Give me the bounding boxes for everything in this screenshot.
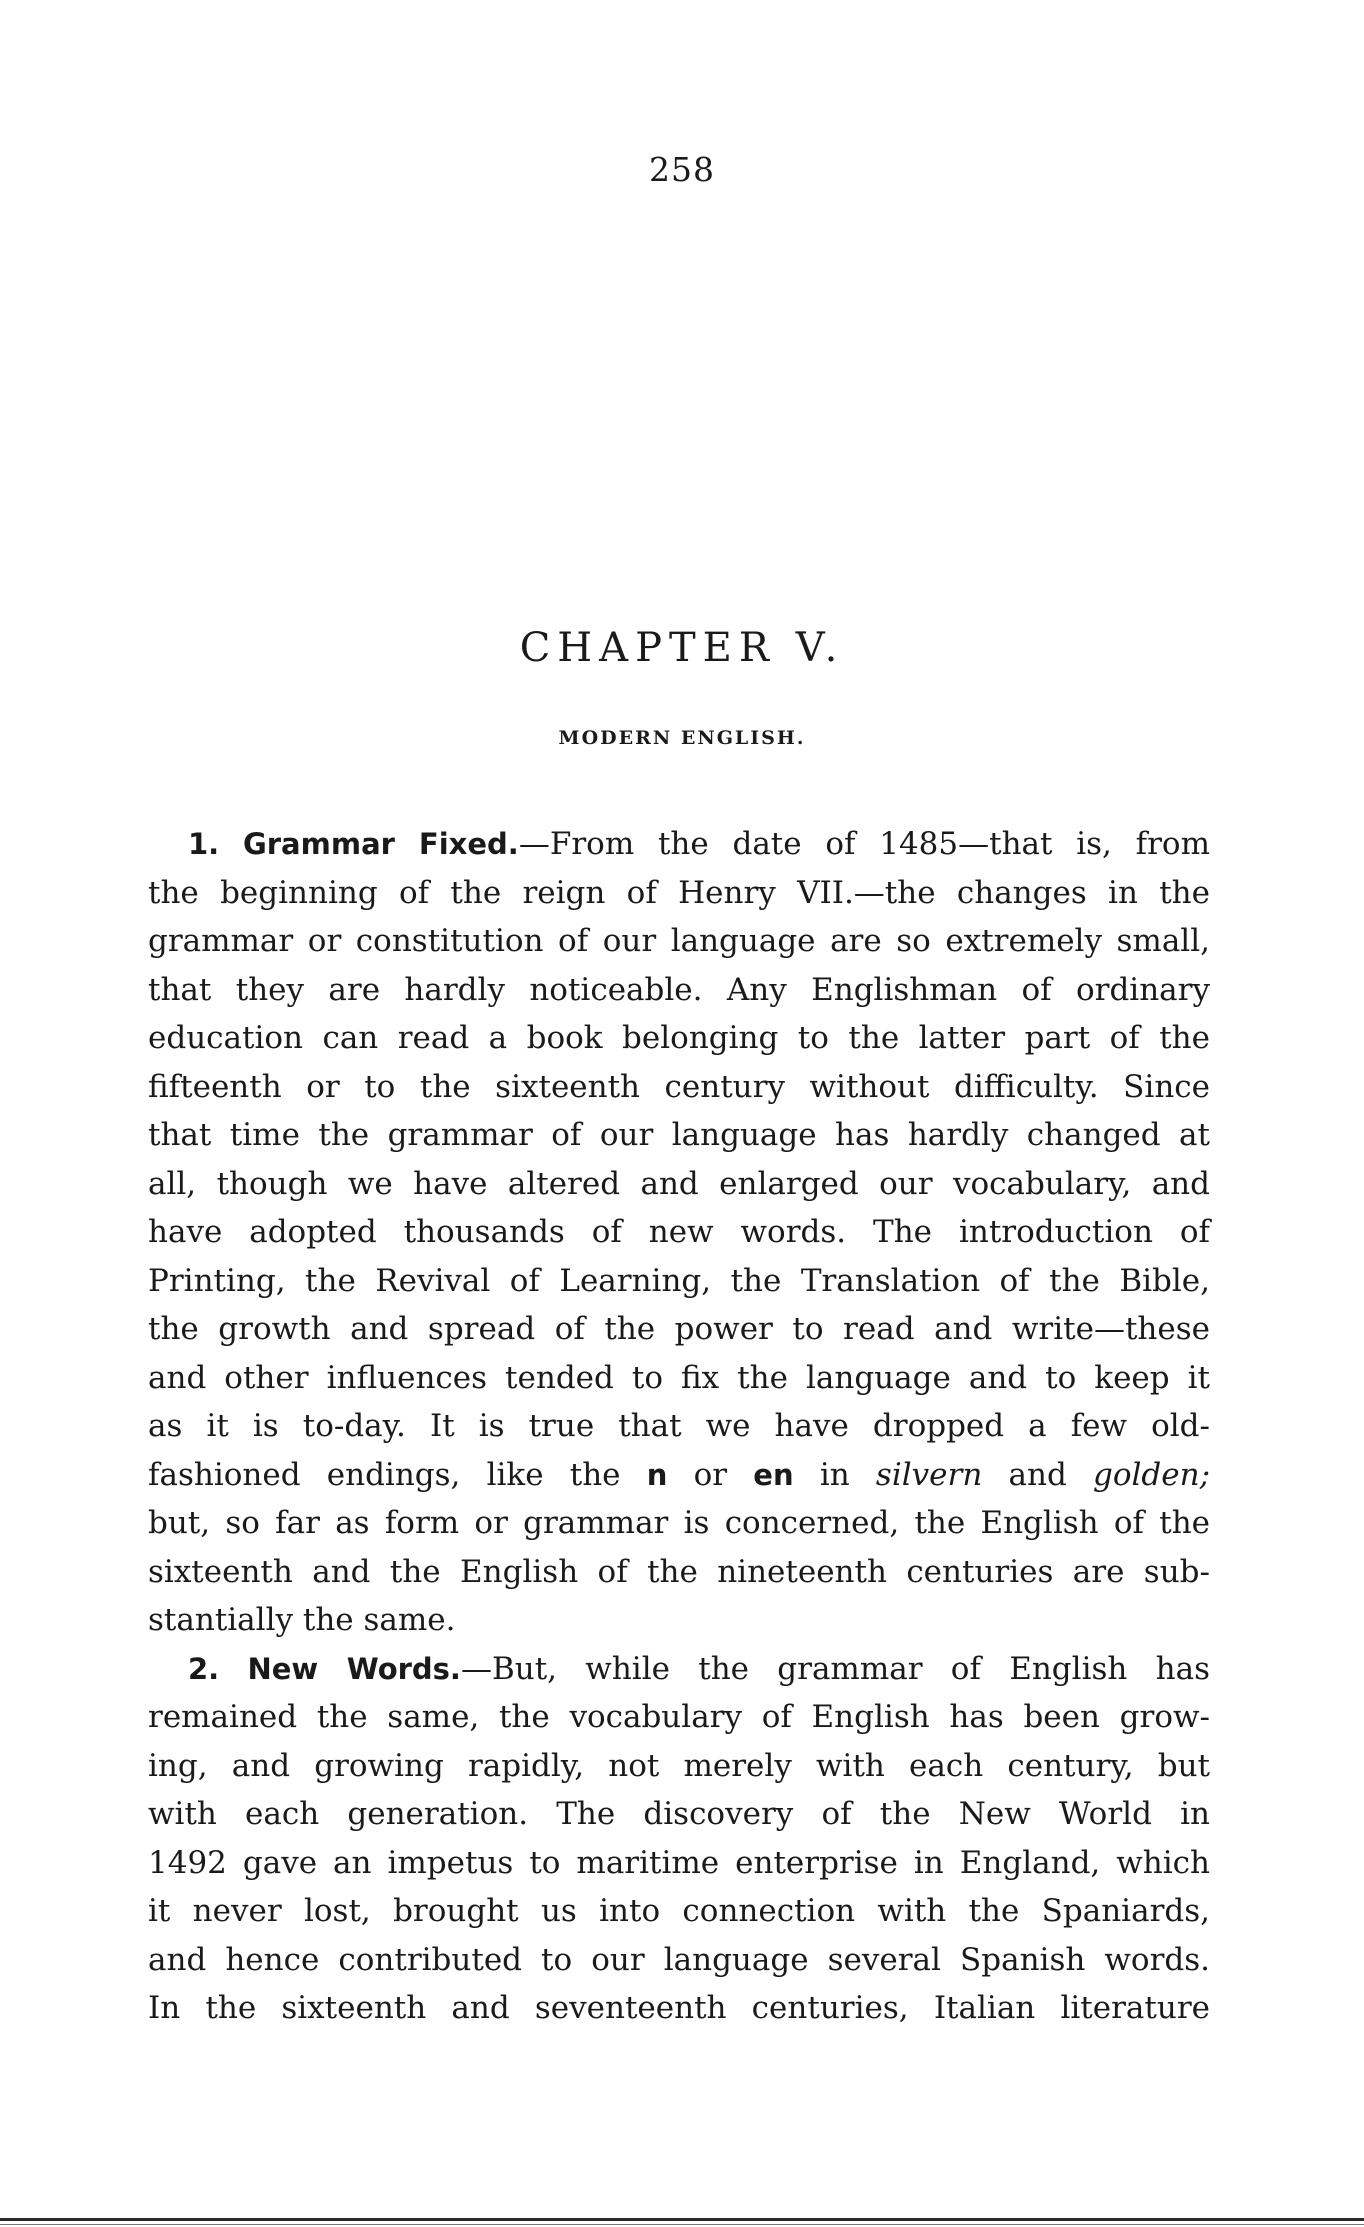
paragraph-line: with each generation. The discovery of the New World in [148, 1796, 1210, 1832]
paragraph-line: that time the grammar of our language has hardly changed at [148, 1117, 1210, 1153]
section-2-heading-line [148, 1645, 1210, 1694]
section-number: 1. [188, 827, 220, 861]
paragraph-line: and hence contributed to our language several Spanish words. [148, 1941, 1210, 1978]
paragraph-line: it never lost, brought us into connection with the Spaniards, [148, 1893, 1210, 1929]
letter-n: n [646, 1457, 668, 1492]
page-number: 258 [649, 150, 715, 189]
chapter-title: CHAPTER V. [519, 625, 845, 671]
paragraph-line: all, though we have altered and enlarged our vocabulary, and [148, 1165, 1210, 1202]
paragraph-line: but, so far as form or grammar is concerned, the English of the [148, 1505, 1210, 1541]
body-text [148, 820, 1210, 2033]
paragraph-line: —But, while the grammar of English has [460, 1650, 1210, 1687]
word-silvern: silvern [875, 1456, 983, 1493]
paragraph-line: grammar or constitution of our language are so extremely small, [148, 923, 1210, 959]
paragraph-line: remained the same, the vocabulary of English has been grow- [148, 1699, 1210, 1735]
section-title: Grammar Fixed. [242, 827, 519, 861]
paragraph-line: Printing, the Revival of Learning, the Translation of the Bible, [148, 1262, 1210, 1299]
paragraph-line: have adopted thousands of new words. The introduction of [148, 1214, 1210, 1250]
section-number: 2. [188, 1651, 220, 1686]
paragraph-line: sixteenth and the English of the nineteenth centuries are sub- [148, 1553, 1210, 1590]
line-fragment: fashioned endings, like the [148, 1456, 621, 1493]
paragraph-line: —From the date of 1485—that is, from [518, 826, 1210, 862]
paragraph-line: 1492 gave an impetus to maritime enterprise in England, which [148, 1844, 1210, 1881]
letter-en: en [753, 1457, 794, 1492]
paragraph-line: stantially the same. [148, 1602, 456, 1638]
word-golden: golden; [1093, 1456, 1211, 1493]
paragraph-line: the beginning of the reign of Henry VII.—the changes in the [148, 874, 1210, 911]
paragraph-line: fifteenth or to the sixteenth century without difficulty. Since [148, 1068, 1210, 1105]
paragraph-line: ing, and growing rapidly, not merely with each century, but [148, 1747, 1210, 1784]
section-1-heading-line [148, 820, 1210, 869]
paragraph-line: and other influences tended to fix the language and to keep it [148, 1359, 1210, 1396]
paragraph-line: that they are hardly noticeable. Any Englishman of ordinary [148, 971, 1210, 1008]
word-in: in [819, 1456, 850, 1493]
paragraph-line-mixed [148, 1451, 1210, 1500]
paragraph-line: In the sixteenth and seventeenth centuries, Italian literature [148, 1990, 1210, 2026]
bottom-edge-rule-thin [0, 2224, 1364, 2225]
paragraph-line: as it is to-day. It is true that we have dropped a few old- [148, 1408, 1210, 1444]
word-or: or [693, 1456, 728, 1493]
paragraph-line: education can read a book belonging to the latter part of the [148, 1020, 1210, 1056]
word-and: and [1008, 1456, 1067, 1493]
bottom-edge-rule [0, 2218, 1364, 2221]
paragraph-line: the growth and spread of the power to read and write—these [148, 1311, 1210, 1347]
chapter-subtitle: MODERN ENGLISH. [558, 727, 806, 749]
section-title: New Words. [247, 1651, 461, 1686]
